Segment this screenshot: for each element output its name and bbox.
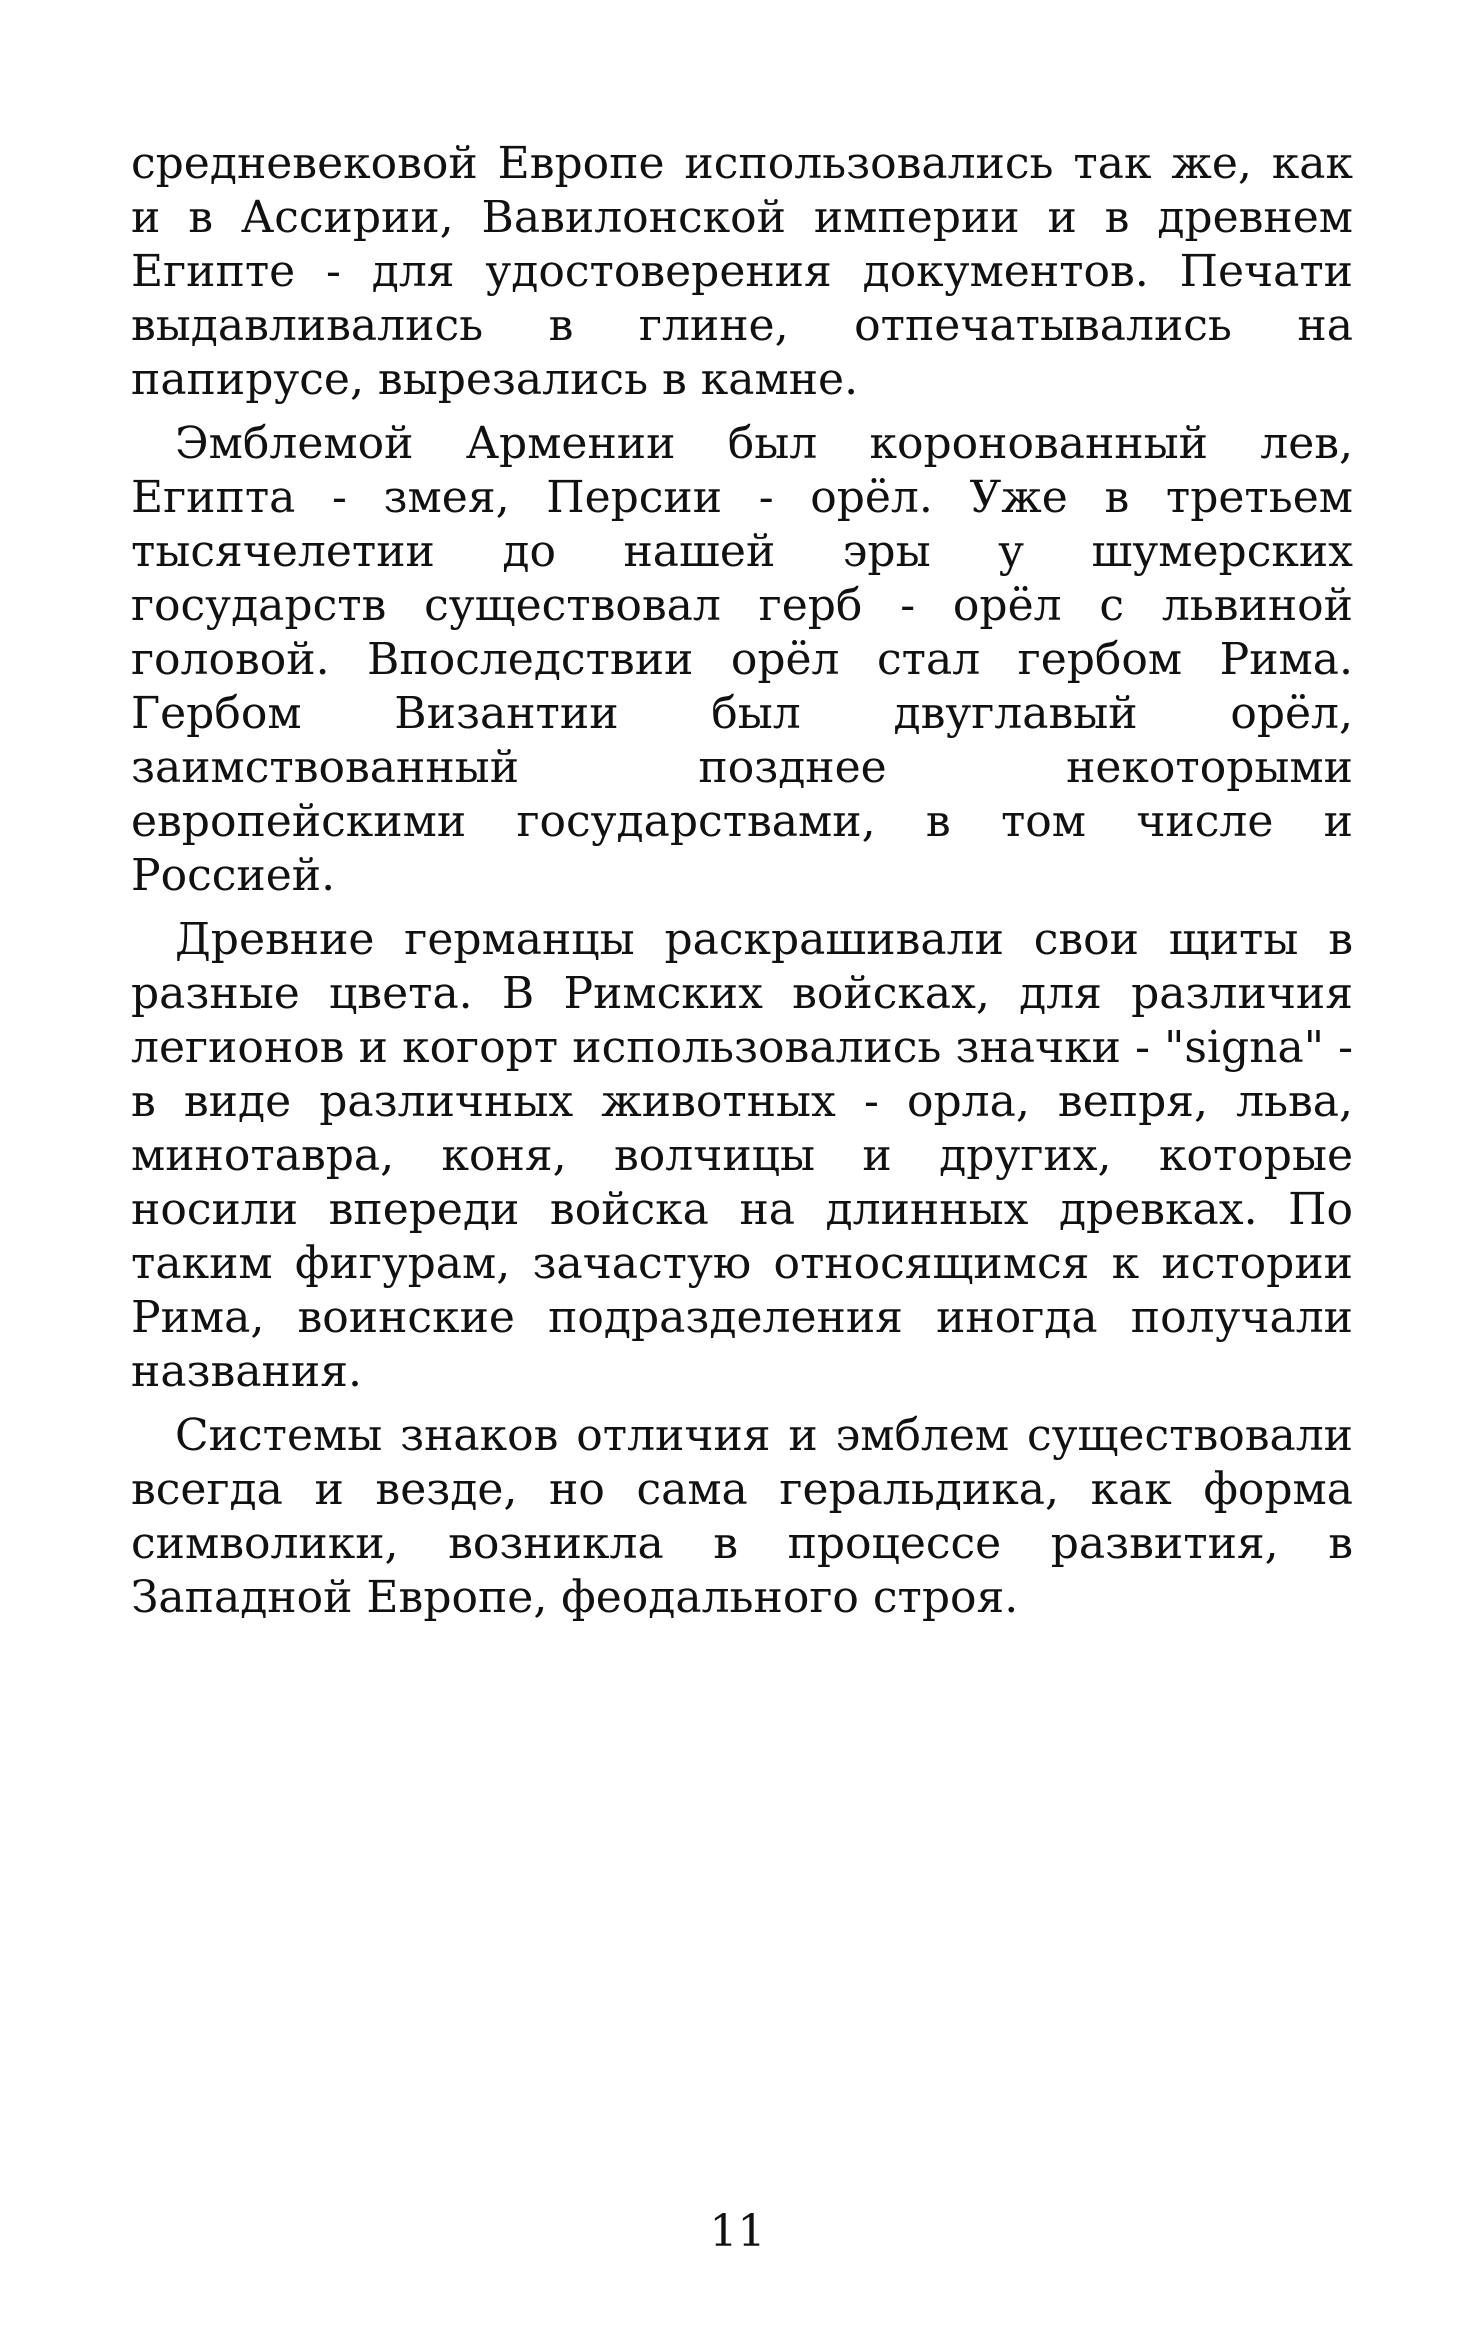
text-line: выдавливались в глине, отпечатывались на [131,300,1353,351]
text-line: Египта - змея, Персии - орёл. Уже в третьем [131,472,1353,523]
text-line: всегда и везде, но сама геральдика, как форма [131,1464,1353,1515]
text-line: разные цвета. В Римских войсках, для различия [131,968,1353,1019]
body-text [131,137,1353,1625]
text-line: названия. [131,1346,362,1397]
text-line: Гербом Византии был двуглавый орёл, [131,688,1353,739]
text-line: средневековой Европе использовались так же, как [131,138,1353,189]
text-line: папирусе, вырезались в камне. [131,354,859,405]
text-line: заимствованный позднее некоторыми [131,742,1353,793]
text-line: Египте - для удостоверения документов. Печати [131,246,1353,297]
text-line: в виде различных животных - орла, вепря, льва, [131,1076,1353,1127]
text-line: Эмблемой Армении был коронованный лев, [175,418,1353,469]
text-line: легионов и когорт использовались значки - "signa" - [131,1022,1353,1073]
paragraph-heraldry [131,1409,1353,1625]
text-line: и в Ассирии, Вавилонской империи и в древнем [131,192,1353,243]
text-line: государств существовал герб - орёл с львиной [131,580,1353,631]
paragraph-emblems [131,417,1353,903]
text-line: таким фигурам, зачастую относящимся к истории [131,1238,1353,1289]
text-line: Системы знаков отличия и эмблем существовали [175,1410,1353,1461]
page-number: 11 [709,2206,766,2257]
text-line: Западной Европе, феодального строя. [131,1572,1019,1623]
text-line: Рима, воинские подразделения иногда получали [131,1292,1353,1343]
text-line: европейскими государствами, в том числе и [131,796,1353,847]
text-line: тысячелетии до нашей эры у шумерских [131,526,1353,577]
text-line: Россией. [131,850,336,901]
text-line: головой. Впоследствии орёл стал гербом Рима. [131,634,1353,685]
text-line: носили впереди войска на длинных древках. По [131,1184,1353,1235]
text-line: Древние германцы раскрашивали свои щиты в [175,914,1353,965]
paragraph-germans [131,913,1353,1399]
text-line: символики, возникла в процессе развития, в [131,1518,1353,1569]
paragraph-seals [131,137,1353,407]
text-line: минотавра, коня, волчицы и других, которые [131,1130,1353,1181]
